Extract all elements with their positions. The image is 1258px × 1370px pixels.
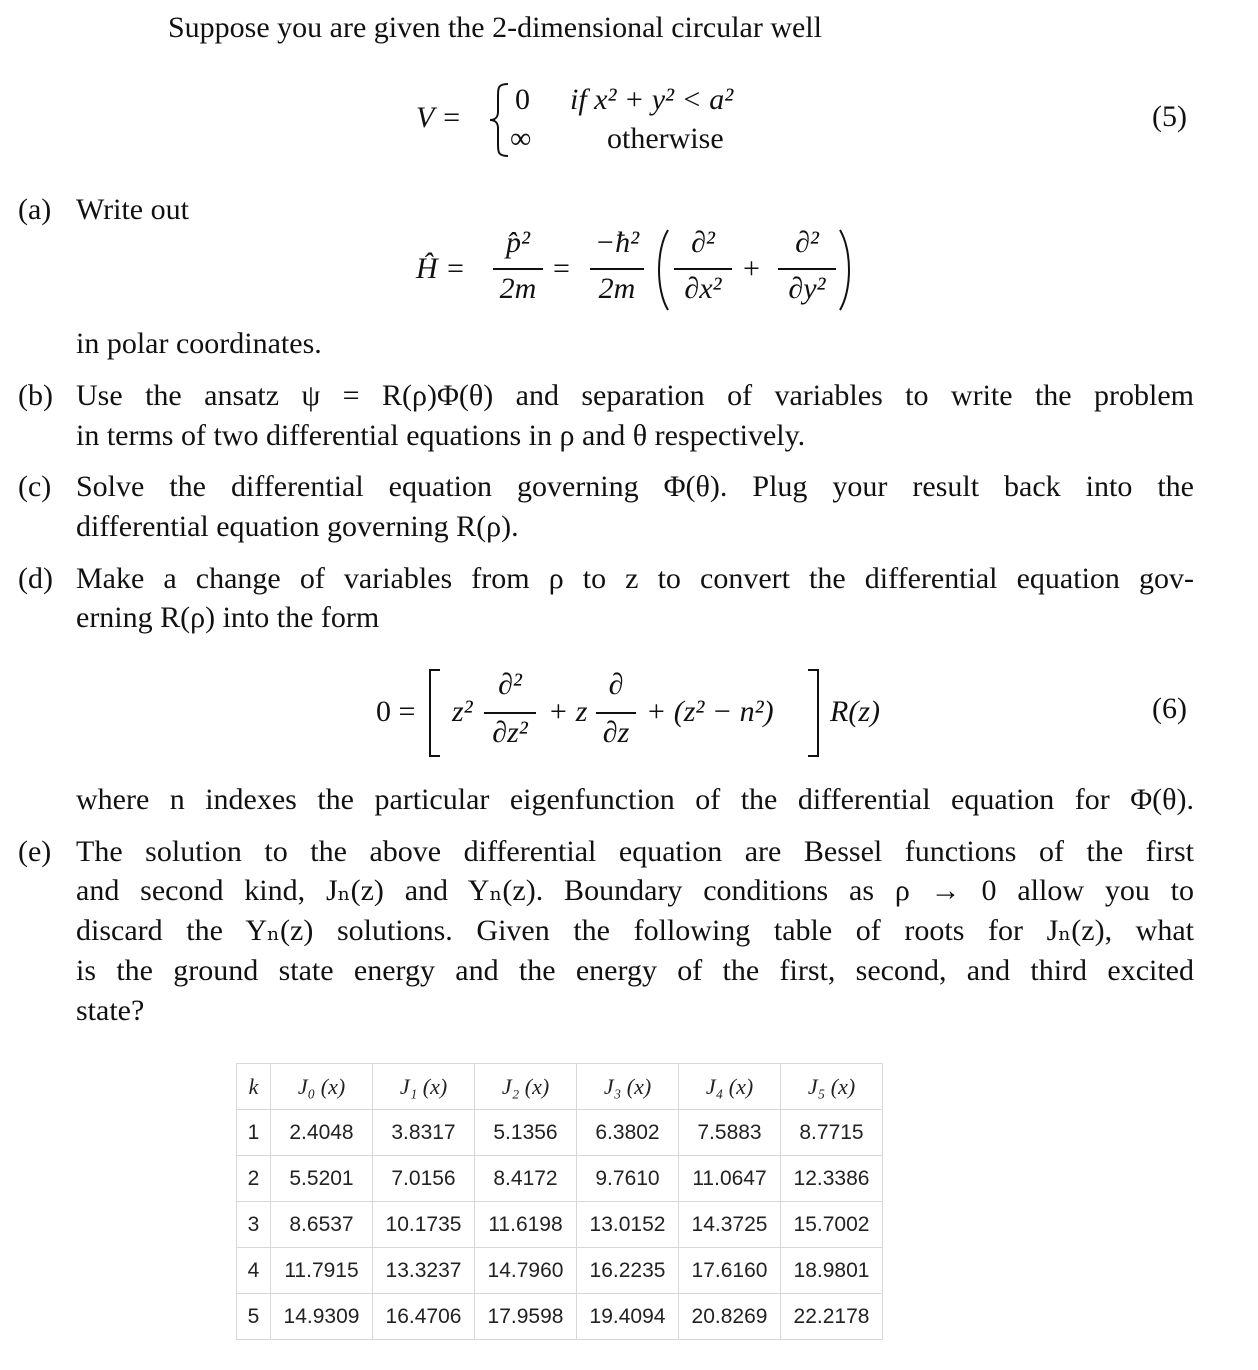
frac1-denominator: 2m [499,272,537,305]
eq6-tail: + (z² − n²) [646,695,774,728]
table-cell: 5.1356 [475,1110,577,1156]
table-header-cell: J₅ (x) [781,1064,883,1110]
table-cell: 8.7715 [781,1110,883,1156]
eq6-plus-z: + z [548,695,588,728]
eq6-d2-bar [484,712,536,714]
part-e-line1: The solution to the above differential equation are Bessel functions of the first [76,835,1194,868]
part-e-line5: state? [76,994,145,1027]
table-cell: 16.2235 [577,1248,679,1294]
part-c-line2: differential equation governing R(ρ). [76,510,519,543]
part-d-label: (d) [18,562,53,595]
part-e-line2: and second kind, Jₙ(z) and Yₙ(z). Boundary conditions as ρ → 0 allow you to [76,874,1194,907]
table-cell: 14.3725 [679,1202,781,1248]
eq5-case2-value: ∞ [510,122,532,155]
table-cell: 22.2178 [781,1294,883,1340]
table-header-cell: J₀ (x) [271,1064,373,1110]
part-c-label: (c) [18,470,52,503]
part-e-line4: is the ground state energy and the energy of the first, second, and third excited [76,954,1194,987]
eq6-right-bracket [806,668,822,758]
table-row [237,1202,883,1248]
part-b-line2: in terms of two differential equations in ρ and θ respectively. [76,419,806,452]
part-a-label: (a) [18,193,52,226]
table-row [237,1248,883,1294]
table-row [237,1294,883,1340]
table-header-cell: k [237,1064,271,1110]
table-cell: 8.4172 [475,1156,577,1202]
table-cell: 3 [237,1202,271,1248]
table-cell: 20.8269 [679,1294,781,1340]
table-cell: 13.3237 [373,1248,475,1294]
table-cell: 3.8317 [373,1110,475,1156]
table-cell: 7.0156 [373,1156,475,1202]
table-cell: 2 [237,1156,271,1202]
eq5-number: (5) [1152,100,1187,133]
table-cell: 2.4048 [271,1110,373,1156]
eq6-d-denominator: ∂z [602,716,630,749]
part-d-line1: Make a change of variables from ρ to z to convert the differential equation gov- [76,562,1194,595]
eq6-d2-denominator: ∂z² [492,716,528,749]
d1-bar [674,268,732,270]
table-row [237,1110,883,1156]
eq6-d2-numerator: ∂² [498,668,522,701]
table-header-row [237,1064,883,1110]
eq6-z-squared: z² [452,695,473,728]
table-cell: 18.9801 [781,1248,883,1294]
table-cell: 6.3802 [577,1110,679,1156]
table-header-cell: J₁ (x) [373,1064,475,1110]
eq6-lhs: 0 = [376,695,416,728]
frac1-bar [493,268,543,270]
table-cell: 16.4706 [373,1294,475,1340]
table-cell: 5 [237,1294,271,1340]
part-b-line1: Use the ansatz ψ = R(ρ)Φ(θ) and separation of variables to write the problem [76,379,1194,412]
eq6-number: (6) [1152,692,1187,725]
eq6-left-bracket [426,668,442,758]
table-cell: 1 [237,1110,271,1156]
part-e-line3: discard the Yₙ(z) solutions. Given the following table of roots for Jₙ(z), what [76,914,1194,947]
frac2-denominator: 2m [598,272,636,305]
eq6-rz: R(z) [830,695,880,728]
part-a-after-text: in polar coordinates. [76,327,322,360]
table-cell: 17.6160 [679,1248,781,1294]
table-row [237,1156,883,1202]
table-cell: 11.0647 [679,1156,781,1202]
table-cell: 11.6198 [475,1202,577,1248]
eq5-case1-value: 0 [515,83,530,116]
table-cell: 14.7960 [475,1248,577,1294]
part-e-label: (e) [18,835,52,868]
eq5-lhs: V = [416,101,462,134]
frac1-numerator: p̂² [506,226,530,259]
hamiltonian-lhs: Ĥ = [416,252,466,285]
frac2-bar [590,268,644,270]
table-cell: 11.7915 [271,1248,373,1294]
d1-denominator: ∂x² [684,272,722,305]
d2-numerator: ∂² [795,226,819,259]
table-cell: 19.4094 [577,1294,679,1340]
table-cell: 13.0152 [577,1202,679,1248]
table-header-cell: J₃ (x) [577,1064,679,1110]
hamiltonian-right-paren [836,228,856,312]
eq5-case2-condition: otherwise [607,122,724,155]
table-cell: 15.7002 [781,1202,883,1248]
frac2-numerator: −ħ² [594,226,640,259]
table-cell: 5.5201 [271,1156,373,1202]
bessel-roots-table [236,1063,883,1340]
eq6-d-numerator: ∂ [608,668,624,701]
table-cell: 7.5883 [679,1110,781,1156]
table-cell: 4 [237,1248,271,1294]
table-cell: 14.9309 [271,1294,373,1340]
table-cell: 10.1735 [373,1202,475,1248]
table-header-cell: J₄ (x) [679,1064,781,1110]
hamiltonian-plus: + [743,252,760,285]
d1-numerator: ∂² [691,226,715,259]
eq5-case1-condition: if x² + y² < a² [570,83,734,116]
table-cell: 12.3386 [781,1156,883,1202]
hamiltonian-equals: = [553,252,570,285]
eq5-brace [488,82,512,158]
part-d-after-text: where n indexes the particular eigenfunction of the differential equation for Φ(θ). [76,783,1194,816]
table-cell: 9.7610 [577,1156,679,1202]
part-d-line2: erning R(ρ) into the form [76,601,380,634]
table-cell: 8.6537 [271,1202,373,1248]
d2-bar [778,268,836,270]
eq6-d-bar [596,712,636,714]
d2-denominator: ∂y² [788,272,826,305]
table-header-cell: J₂ (x) [475,1064,577,1110]
table-cell: 17.9598 [475,1294,577,1340]
part-b-label: (b) [18,379,53,412]
intro-text: Suppose you are given the 2-dimensional circular well [168,11,822,44]
part-a-text: Write out [76,193,189,226]
hamiltonian-left-paren [652,228,672,312]
part-c-line1: Solve the differential equation governing Φ(θ). Plug your result back into the [76,470,1194,503]
